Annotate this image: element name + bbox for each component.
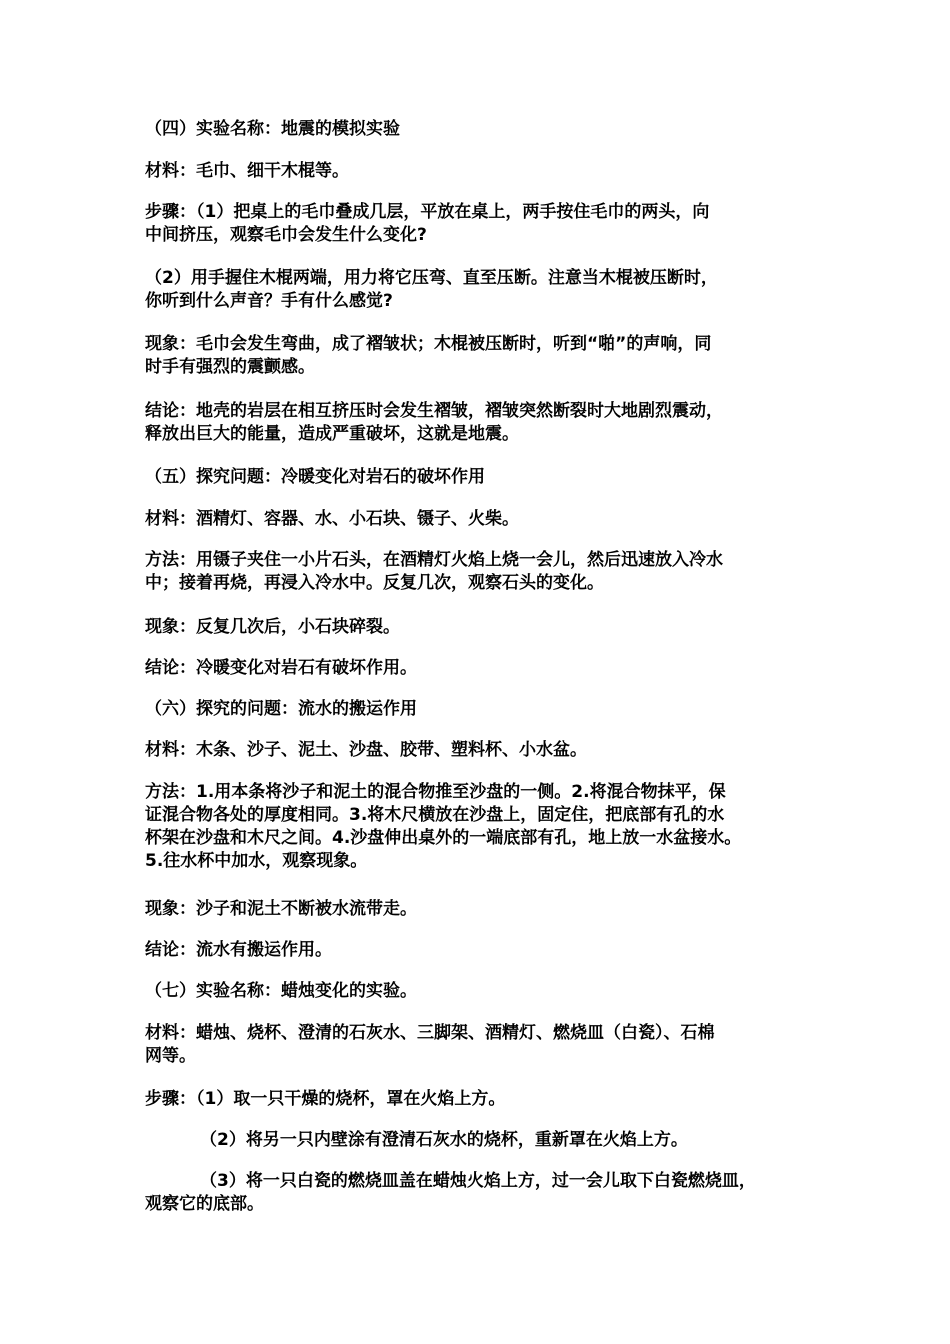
text-line: 证混合物各处的厚度相同。3.将木尺横放在沙盘上，固定住，把底部有孔的水 (145, 805, 725, 825)
text-line: 你听到什么声音？手有什么感觉? (145, 291, 393, 311)
paragraph-phenomenon-5 (145, 616, 813, 639)
paragraph-conclusion-6 (145, 939, 813, 962)
paragraph-phenomenon-6 (145, 898, 813, 921)
text-line: （四）实验名称：地震的模拟实验 (145, 119, 400, 139)
text-line: 5.往水杯中加水，观察现象。 (145, 851, 368, 871)
text-line: （2）用手握住木棍两端，用力将它压弯、直至压断。注意当木棍被压断时， (145, 268, 718, 288)
text-line: 现象：毛巾会发生弯曲，成了褶皱状；木棍被压断时，听到“啪”的声响，同 (145, 334, 712, 354)
text-line: 步骤：（1）把桌上的毛巾叠成几层，平放在桌上，两手按住毛巾的两头，向 (145, 202, 710, 222)
text-line: 材料：毛巾、细干木棍等。 (145, 161, 349, 181)
text-line: 中；接着再烧，再浸入冷水中。反复几次，观察石头的变化。 (145, 573, 604, 593)
paragraph-step-2 (145, 267, 813, 313)
text-line: 结论：地壳的岩层在相互挤压时会发生褶皱，褶皱突然断裂时大地剧烈震动， (145, 401, 723, 421)
text-line: 网等。 (145, 1046, 196, 1066)
text-line: 步骤：（1）取一只干燥的烧杯，罩在火焰上方。 (145, 1089, 506, 1109)
text-line: 释放出巨大的能量，造成严重破坏，这就是地震。 (145, 424, 519, 444)
text-line: 材料：蜡烛、烧杯、澄清的石灰水、三脚架、酒精灯、燃烧皿（白瓷）、石棉 (145, 1023, 715, 1043)
paragraph-heading-6 (145, 698, 813, 721)
paragraph-method-5 (145, 549, 813, 595)
text-line: 材料：酒精灯、容器、水、小石块、镊子、火柴。 (145, 509, 519, 529)
text-line: 时手有强烈的震颤感。 (145, 357, 315, 377)
text-line: （2）将另一只内壁涂有澄清石灰水的烧杯，重新罩在火焰上方。 (200, 1130, 688, 1150)
text-line: 结论：流水有搬运作用。 (145, 940, 332, 960)
text-line: 现象：沙子和泥土不断被水流带走。 (145, 899, 417, 919)
paragraph-step-7-2 (200, 1129, 813, 1152)
text-line: 结论：冷暖变化对岩石有破坏作用。 (145, 658, 417, 678)
paragraph-heading-5 (145, 466, 813, 489)
text-line: 方法：用镊子夹住一小片石头，在酒精灯火焰上烧一会儿，然后迅速放入冷水 (145, 550, 723, 570)
text-line: 杯架在沙盘和木尺之间。4.沙盘伸出桌外的一端底部有孔，地上放一水盆接水。 (145, 828, 742, 848)
paragraph-phenomenon-4 (145, 333, 813, 379)
text-line: 观察它的底部。 (145, 1194, 264, 1214)
paragraph-step-7-3 (145, 1170, 813, 1216)
paragraph-materials-5 (145, 508, 813, 531)
paragraph-heading-4 (145, 118, 813, 141)
paragraph-materials-6 (145, 739, 813, 762)
paragraph-materials-4 (145, 160, 813, 183)
paragraph-steps-7 (145, 1088, 813, 1111)
text-line: （3）将一只白瓷的燃烧皿盖在蜡烛火焰上方，过一会儿取下白瓷燃烧皿， (200, 1171, 756, 1191)
paragraph-materials-7 (145, 1022, 813, 1068)
text-line: （七）实验名称：蜡烛变化的实验。 (145, 981, 417, 1001)
paragraph-method-6 (145, 781, 813, 873)
text-line: 中间挤压，观察毛巾会发生什么变化? (145, 225, 427, 245)
paragraph-conclusion-4 (145, 400, 813, 446)
text-line: 现象：反复几次后，小石块碎裂。 (145, 617, 400, 637)
text-line: 材料：木条、沙子、泥土、沙盘、胶带、塑料杯、小水盆。 (145, 740, 587, 760)
text-line: （五）探究问题：冷暖变化对岩石的破坏作用 (145, 467, 485, 487)
text-line: （六）探究的问题：流水的搬运作用 (145, 699, 417, 719)
paragraph-heading-7 (145, 980, 813, 1003)
paragraph-conclusion-5 (145, 657, 813, 680)
paragraph-steps-4 (145, 201, 813, 247)
text-line: 方法：1.用本条将沙子和泥土的混合物推至沙盘的一侧。2.将混合物抹平，保 (145, 782, 726, 802)
